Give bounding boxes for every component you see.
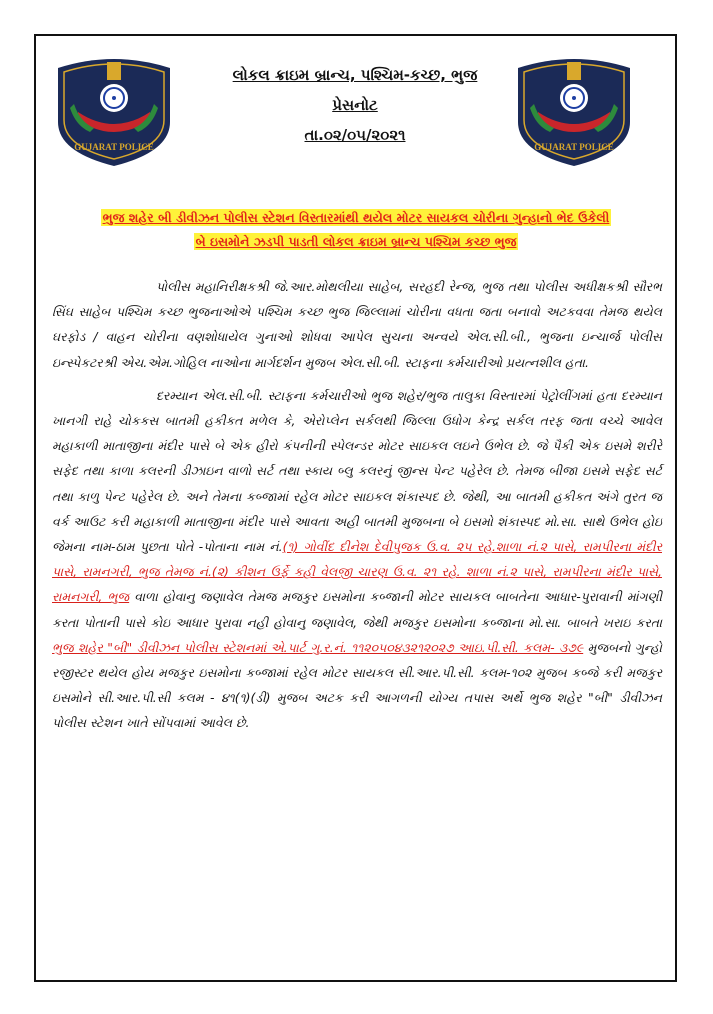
paragraph-2-text-b: વાળા હોવાનુ જણાવેલ તેમજ મજકુર ઇસમોના કબ્જાની મોટર સાયકલ બાબતેના આધાર-પુરાવાની માંગણી કરતા પોતાની પાસે કોઇ આધાર પુરાવા નહી હોવાનુ જણાવેલ, જેથી મજકુર ઇસમોના કબ્જાના મો.સા. બાબતે ખરાઇ કરતા — [52, 589, 662, 630]
gujarat-police-badge-left — [50, 52, 178, 168]
paragraph-2-text-c: મુજબનો ગુન્હો રજીસ્ટર થયેલ હોય મજકુર ઇસમોના કબ્જામાં રહેલ મોટર સાયકલ સી.આર.પી.સી. કલમ-૧૦૨ મુજબ કબ્જે કરી મજકુર ઇસમોને સી.આર.પી.સી કલમ - ૪૧(૧)(ડી) મુજબ અટક કરી આગળની યોગ્ય તપાસ અર્થે ભુજ શહેર "બી" ડીવીઝન પોલીસ સ્ટેશન ખાતે સોંપવામાં આવેલ છે. — [52, 639, 662, 731]
headline-line-2: બે ઇસમોને ઝડપી પાડતી લોકલ ક્રાઇમ બ્રાન્ચ પશ્ચિમ કચ્છ ભુજ — [195, 234, 517, 249]
accused-details: (૧) ગોવીંદ દીનેશ દેવીપુજક ઉ.વ. ૨૫ રહે.શાળા નં.૨ પાસે, રામપીરના મંદીર પાસે, રામનગરી, ભુજ તેમજ નં.(૨) કીશન ઉર્ફે કહી વેલજી ચારણ ઉ.વ. ૨૧ રહે. શાળા નં.૨ પાસે, રામપીરના મંદીર પાસે, રામનગરી, ભુજ — [52, 539, 662, 605]
press-note-label: પ્રેસનોટ — [332, 96, 378, 114]
paragraph-2-text-a: દરમ્યાન એલ.સી.બી. સ્ટાફના કર્મચારીઓ ભુજ શહેર/ભુજ તાલુકા વિસ્તારમાં પેટ્રોલીંગમાં હતા દરમ્યાન ખાનગી રાહે ચોકકસ બાતમી હકીકત મળેલ કે, એરોપ્લેન સર્કલથી જિલ્લા ઉધોગ કેન્દ્ર સર્કલ તરફ જતા વચ્ચે આવેલ મહાકાળી માતાજીના મંદીર પાસે બે એક હીરો કંપનીની સ્પેલન્ડર મોટર સાઇકલ લઇને ઉભેલ છે. જે પૈકી એક ઇસમે શરીરે સફેદ તથા કાળા કલરની ડીઝાઇન વાળો સર્ટ તથા સ્કાય બ્લુ કલરનું જીન્સ પેન્ટ પહેરેલ છે. તેમજ બીજા ઇસમે સફેદ સર્ટ તથા કાળુ પેન્ટ પહેરેલ છે. અને તેમના કબ્જામાં રહેલ મોટર સાઇકલ શંકાસ્પદ છે. જેથી, આ બાતમી હકીકત અંગે તુરત જ વર્ક આઉટ કરી મહાકાળી માતાજીના મંદીર પાસે આવતા અહી બાતમી મુજબના બે ઇસમો શંકાસ્પદ મો.સા. સાથે ઉભેલ હોઇ જેમના નામ-ઠામ પુછતા પોતે -પોતાના નામ નં. — [52, 387, 662, 555]
emblem-icon — [567, 62, 581, 80]
emblem-icon — [107, 62, 121, 80]
paragraph-1: પોલીસ મહાનિરીક્ષકશ્રી જે.આર.મોથલીયા સાહેબ, સરહદી રેન્જ, ભુજ તથા પોલીસ અધીક્ષકશ્રી સૌરભ સિંઘ સાહેબ પશ્ચિમ કચ્છ ભુજનાઓએ પશ્ચિમ કચ્છ ભુજ જિલ્લામાં ચોરીના વધતા જતા બનાવો અટકવવા તેમજ થયેલ ઘરફોડ / વાહન ચોરીના વણશોધાયેલ ગુનાઓ શોધવા આપેલ સુચના અન્વયે એલ.સી.બી., ભુજના ઇન્ચાર્જ પોલીસ ઇન્સ્પેકટરશ્રી એચ.એમ.ગોહિલ નાઓના માર્ગદર્શન મુજબ એલ.સી.બી. સ્ટાફના કર્મચારીઓ પ્રયત્નશીલ હતા. — [52, 279, 662, 370]
office-title: લોકલ ક્રાઇમ બ્રાન્ચ, પશ્ચિમ-કચ્છ, ભુજ — [232, 66, 478, 84]
headline-line-1: ભુજ શહેર બી ડીવીઝન પોલીસ સ્ટેશન વિસ્તારમાંથી થયેલ મોટર સાયકલ ચોરીના ગુન્હાનો ભેદ ઉકેલી — [102, 210, 610, 225]
paragraph-2 — [52, 383, 662, 736]
document-header — [180, 60, 530, 150]
press-note-body — [52, 274, 662, 744]
case-details: ભુજ શહેર "બી" ડીવીઝન પોલીસ સ્ટેશનમાં એ.પાર્ટ ગુ.ર.નં. ૧૧૨૦૫૦૪૩૨૧૨૦૨૭ આઇ.પી.સી. કલમ- ૩૭૯ — [52, 639, 584, 655]
badge-text: GUJARAT POLICE — [74, 142, 154, 152]
headline — [50, 206, 662, 254]
date-label: તા.૦૨/૦૫/૨૦૨૧ — [304, 126, 406, 144]
badge-text: GUJARAT POLICE — [534, 142, 614, 152]
